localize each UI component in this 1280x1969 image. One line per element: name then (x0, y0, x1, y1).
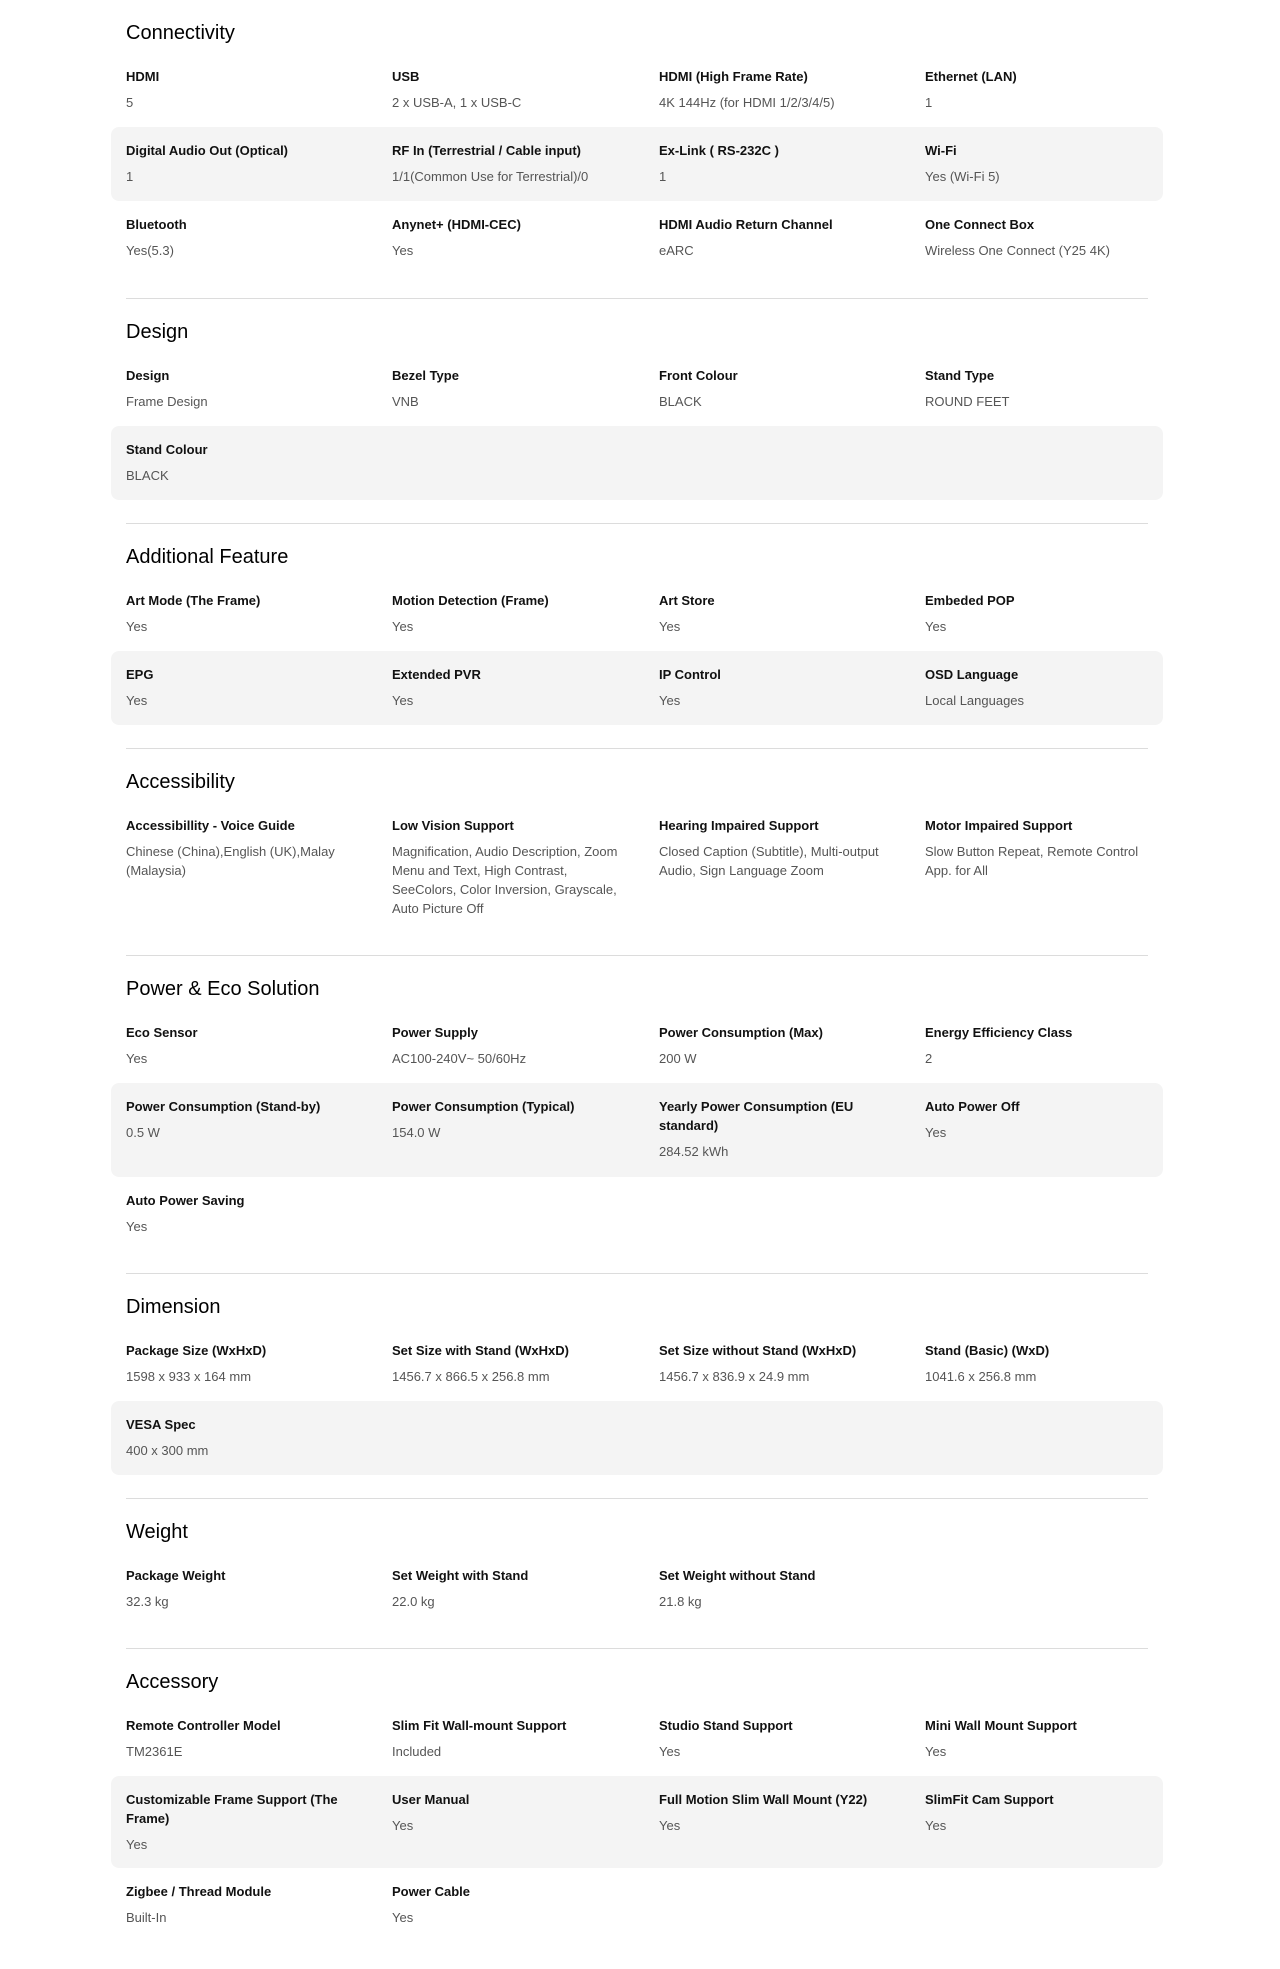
spec-label: Auto Power Off (925, 1099, 1020, 1114)
spec-item (392, 1716, 632, 1761)
spec-value: Wireless One Connect (Y25 4K) (925, 243, 1110, 258)
spec-value: eARC (659, 243, 694, 258)
spec-value: 1598 x 933 x 164 mm (126, 1369, 252, 1384)
spec-row (111, 1327, 1163, 1401)
spec-label: Set Size without Stand (WxHxD) (659, 1343, 857, 1358)
spec-value: 200 W (659, 1051, 697, 1066)
spec-item (392, 1566, 632, 1611)
spec-label: HDMI (High Frame Rate) (659, 69, 808, 84)
spec-row (111, 53, 1163, 127)
spec-item (925, 1023, 1165, 1068)
spec-value: Yes (925, 1818, 947, 1833)
spec-label: Ethernet (LAN) (925, 69, 1017, 84)
spec-item (659, 1566, 899, 1611)
spec-row (111, 1702, 1163, 1776)
spec-row (111, 426, 1163, 500)
spec-item (126, 1097, 366, 1142)
spec-label: Power Cable (392, 1884, 471, 1899)
spec-value: Yes (925, 619, 947, 634)
spec-value: 22.0 kg (392, 1594, 435, 1609)
spec-row (111, 1868, 1163, 1942)
spec-row (111, 1552, 1163, 1626)
spec-label: Design (126, 368, 170, 383)
spec-item (126, 816, 366, 880)
spec-item (126, 1790, 366, 1854)
spec-label: Energy Efficiency Class (925, 1025, 1073, 1040)
spec-label: Hearing Impaired Support (659, 818, 819, 833)
spec-value: 1 (925, 95, 933, 110)
section-title-accessibility: Accessibility (126, 771, 235, 793)
section-title-connectivity: Connectivity (126, 22, 235, 44)
spec-label: Low Vision Support (392, 818, 514, 833)
spec-label: Bluetooth (126, 217, 187, 232)
spec-value: Yes (126, 1219, 148, 1234)
spec-item (659, 591, 899, 636)
spec-value: Yes (925, 1744, 947, 1759)
spec-item (925, 1097, 1165, 1142)
spec-value: 5 (126, 95, 134, 110)
spec-item (392, 366, 632, 411)
spec-row (111, 802, 1163, 942)
spec-label: Mini Wall Mount Support (925, 1718, 1077, 1733)
spec-item (392, 1790, 632, 1835)
spec-item (126, 215, 366, 260)
spec-item (659, 816, 899, 880)
spec-row (111, 1009, 1163, 1083)
spec-label: RF In (Terrestrial / Cable input) (392, 143, 582, 158)
spec-value: Yes (Wi-Fi 5) (925, 169, 1000, 184)
spec-item (392, 1341, 632, 1386)
spec-label: Power Consumption (Typical) (392, 1099, 575, 1114)
spec-item (659, 1097, 899, 1161)
spec-value: Chinese (China),English (UK),Malay (Malaysia) (126, 844, 335, 878)
spec-item (392, 591, 632, 636)
spec-label: User Manual (392, 1792, 470, 1807)
spec-value: 32.3 kg (126, 1594, 169, 1609)
spec-value: 2 (925, 1051, 933, 1066)
section-divider (126, 748, 1148, 749)
spec-row (111, 1776, 1163, 1868)
spec-label: SlimFit Cam Support (925, 1792, 1054, 1807)
section-divider (126, 298, 1148, 299)
spec-value: Yes (126, 693, 148, 708)
spec-value: 4K 144Hz (for HDMI 1/2/3/4/5) (659, 95, 835, 110)
spec-label: Extended PVR (392, 667, 481, 682)
spec-label: VESA Spec (126, 1417, 196, 1432)
spec-label: Slim Fit Wall-mount Support (392, 1718, 567, 1733)
spec-value: AC100-240V~ 50/60Hz (392, 1051, 527, 1066)
spec-item (392, 1882, 632, 1927)
spec-value: Slow Button Repeat, Remote Control App. for All (925, 844, 1139, 878)
spec-item (126, 665, 366, 710)
spec-label: HDMI (126, 69, 160, 84)
section-divider (126, 1273, 1148, 1274)
spec-value: Frame Design (126, 394, 208, 409)
spec-row (111, 1401, 1163, 1475)
spec-item (126, 1023, 366, 1068)
spec-item (126, 1566, 366, 1611)
section-title-dimension: Dimension (126, 1296, 221, 1318)
spec-label: Zigbee / Thread Module (126, 1884, 272, 1899)
spec-label: Art Store (659, 593, 715, 608)
spec-label: Package Weight (126, 1568, 226, 1583)
spec-label: Set Weight with Stand (392, 1568, 529, 1583)
spec-label: Motion Detection (Frame) (392, 593, 549, 608)
spec-value: ROUND FEET (925, 394, 1010, 409)
spec-item (392, 215, 632, 260)
spec-value: Yes (925, 1125, 947, 1140)
spec-item (925, 366, 1165, 411)
spec-value: TM2361E (126, 1744, 183, 1759)
spec-label: Motor Impaired Support (925, 818, 1073, 833)
spec-label: Auto Power Saving (126, 1193, 245, 1208)
spec-label: Ex-Link ( RS-232C ) (659, 143, 779, 158)
spec-item (126, 1882, 366, 1927)
spec-item (126, 1716, 366, 1761)
spec-label: Package Size (WxHxD) (126, 1343, 267, 1358)
spec-row (111, 651, 1163, 725)
spec-value: BLACK (659, 394, 702, 409)
spec-item (659, 1790, 899, 1835)
spec-item (659, 1341, 899, 1386)
spec-item (392, 1097, 632, 1142)
spec-row (111, 577, 1163, 651)
spec-label: Art Mode (The Frame) (126, 593, 261, 608)
spec-label: Stand Colour (126, 442, 208, 457)
spec-item (925, 1790, 1165, 1835)
spec-item (659, 665, 899, 710)
spec-label: Full Motion Slim Wall Mount (Y22) (659, 1792, 868, 1807)
spec-item (659, 67, 899, 112)
spec-item (659, 1023, 899, 1068)
spec-value: 1041.6 x 256.8 mm (925, 1369, 1037, 1384)
spec-item (126, 1191, 366, 1236)
section-divider (126, 523, 1148, 524)
spec-value: Yes (392, 619, 414, 634)
spec-item (925, 215, 1165, 260)
spec-label: Customizable Frame Support (The Frame) (126, 1792, 338, 1826)
section-divider (126, 1648, 1148, 1649)
spec-label: Accessibillity - Voice Guide (126, 818, 295, 833)
spec-value: Yes (126, 1837, 148, 1852)
spec-label: Remote Controller Model (126, 1718, 281, 1733)
spec-item (925, 67, 1165, 112)
spec-label: Set Weight without Stand (659, 1568, 816, 1583)
spec-label: Studio Stand Support (659, 1718, 793, 1733)
spec-value: 1456.7 x 836.9 x 24.9 mm (659, 1369, 810, 1384)
spec-value: Local Languages (925, 693, 1025, 708)
spec-label: Power Consumption (Max) (659, 1025, 823, 1040)
spec-value: 2 x USB-A, 1 x USB-C (392, 95, 522, 110)
section-divider (126, 955, 1148, 956)
spec-item (925, 591, 1165, 636)
spec-label: Stand (Basic) (WxD) (925, 1343, 1050, 1358)
spec-value: Yes (659, 693, 681, 708)
spec-item (392, 816, 632, 918)
spec-label: Digital Audio Out (Optical) (126, 143, 289, 158)
spec-label: Bezel Type (392, 368, 459, 383)
spec-label: Embeded POP (925, 593, 1015, 608)
spec-value: Yes(5.3) (126, 243, 174, 258)
spec-value: Closed Caption (Subtitle), Multi-output Audio, Sign Language Zoom (659, 844, 879, 878)
spec-item (659, 1716, 899, 1761)
spec-label: Front Colour (659, 368, 738, 383)
spec-value: Yes (126, 1051, 148, 1066)
spec-label: Power Supply (392, 1025, 478, 1040)
spec-value: VNB (392, 394, 419, 409)
section-title-accessory: Accessory (126, 1671, 219, 1693)
spec-label: Set Size with Stand (WxHxD) (392, 1343, 569, 1358)
spec-label: OSD Language (925, 667, 1019, 682)
spec-value: 1 (126, 169, 134, 184)
spec-row (111, 352, 1163, 426)
spec-label: Yearly Power Consumption (EU standard) (659, 1099, 854, 1133)
spec-value: Yes (659, 619, 681, 634)
spec-label: EPG (126, 667, 154, 682)
spec-row (111, 1083, 1163, 1177)
spec-label: IP Control (659, 667, 721, 682)
spec-item (925, 816, 1165, 880)
spec-item (659, 215, 899, 260)
spec-item (126, 67, 366, 112)
spec-value: Included (392, 1744, 442, 1759)
spec-item (659, 366, 899, 411)
spec-value: Yes (392, 1818, 414, 1833)
spec-item (392, 1023, 632, 1068)
spec-value: 284.52 kWh (659, 1144, 729, 1159)
section-title-weight: Weight (126, 1521, 188, 1543)
spec-value: 21.8 kg (659, 1594, 702, 1609)
spec-row (111, 1177, 1163, 1251)
spec-item (925, 141, 1165, 186)
spec-label: Power Consumption (Stand-by) (126, 1099, 321, 1114)
spec-label: One Connect Box (925, 217, 1035, 232)
spec-item (126, 1415, 366, 1460)
spec-value: 400 x 300 mm (126, 1443, 209, 1458)
spec-item (392, 141, 632, 186)
spec-item (126, 591, 366, 636)
spec-item (392, 67, 632, 112)
spec-item (659, 141, 899, 186)
spec-value: 1 (659, 169, 667, 184)
section-title-design: Design (126, 321, 189, 343)
spec-label: Anynet+ (HDMI-CEC) (392, 217, 521, 232)
spec-value: Yes (392, 243, 414, 258)
spec-value: Built-In (126, 1910, 167, 1925)
spec-value: Yes (659, 1818, 681, 1833)
spec-value: Yes (659, 1744, 681, 1759)
spec-value: Yes (126, 619, 148, 634)
spec-value: 1456.7 x 866.5 x 256.8 mm (392, 1369, 550, 1384)
spec-label: Eco Sensor (126, 1025, 198, 1040)
spec-label: USB (392, 69, 420, 84)
spec-item (392, 665, 632, 710)
spec-item (925, 1341, 1165, 1386)
spec-value: Magnification, Audio Description, Zoom Menu and Text, High Contrast, SeeColors, Color Inversion, Grayscale, Auto Picture Off (392, 844, 618, 916)
section-divider (126, 1498, 1148, 1499)
section-title-power-eco: Power & Eco Solution (126, 978, 320, 1000)
spec-item (925, 665, 1165, 710)
spec-item (126, 141, 366, 186)
spec-value: 0.5 W (126, 1125, 160, 1140)
spec-label: Wi-Fi (925, 143, 957, 158)
spec-row (111, 127, 1163, 201)
spec-row (111, 201, 1163, 275)
spec-value: 154.0 W (392, 1125, 441, 1140)
spec-item (925, 1716, 1165, 1761)
spec-item (126, 366, 366, 411)
section-title-additional-feature: Additional Feature (126, 546, 289, 568)
spec-item (126, 440, 366, 485)
spec-value: Yes (392, 1910, 414, 1925)
spec-value: 1/1(Common Use for Terrestrial)/0 (392, 169, 589, 184)
spec-value: BLACK (126, 468, 169, 483)
spec-item (126, 1341, 366, 1386)
spec-label: HDMI Audio Return Channel (659, 217, 833, 232)
spec-value: Yes (392, 693, 414, 708)
spec-label: Stand Type (925, 368, 995, 383)
